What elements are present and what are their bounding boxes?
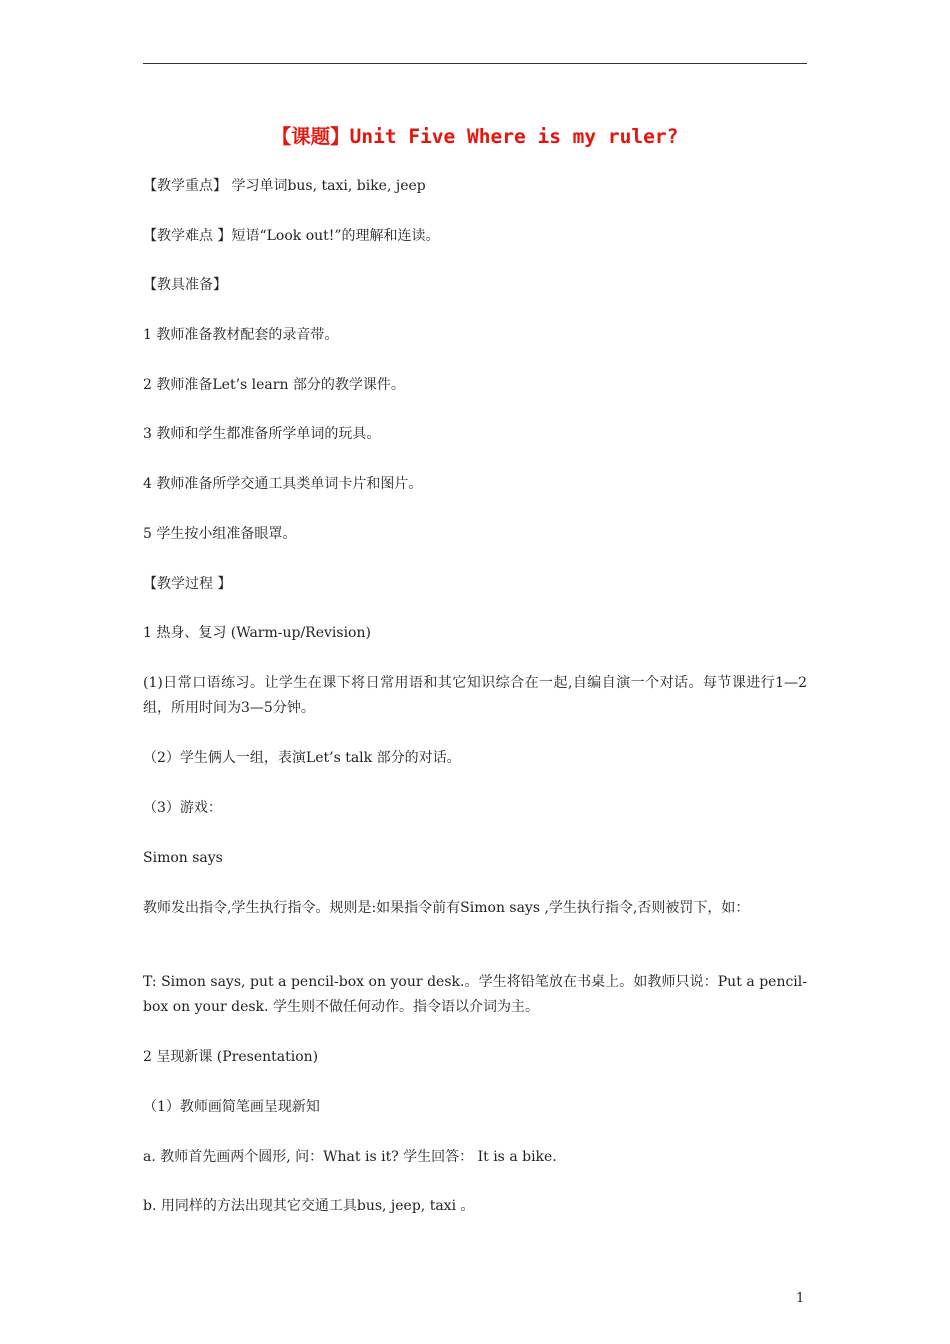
drawing-step-a: a. 教师首先画两个圆形, 问：What is it? 学生回答： It is a bike.: [143, 1149, 557, 1165]
game-rules-paragraph: 教师发出指令,学生执行指令。规则是:如果指令前有Simon says ,学生执行指令,否则被罚下，如：: [143, 900, 750, 916]
presentation-heading: 2 呈现新课 (Presentation): [143, 1049, 319, 1065]
teaching-difficulty: 【教学难点 】短语“Look out!”的理解和连读。: [143, 228, 440, 244]
game-heading: （3）游戏：: [143, 800, 222, 816]
teaching-aids-heading: 【教具准备】: [143, 277, 227, 293]
pair-talk-paragraph: （2）学生俩人一组，表演Let’s talk 部分的对话。: [143, 750, 461, 766]
simon-says-title: Simon says: [143, 850, 223, 866]
teaching-aid-item-3: 3 教师和学生都准备所学单词的玩具。: [143, 426, 381, 442]
teaching-aid-item-2: 2 教师准备Let’s learn 部分的教学课件。: [143, 377, 405, 393]
teaching-focus: 【教学重点】 学习单词bus, taxi, bike, jeep: [143, 178, 426, 194]
teaching-aid-item-4: 4 教师准备所学交通工具类单词卡片和图片。: [143, 476, 423, 492]
page-number: 1: [796, 1291, 805, 1306]
daily-practice-paragraph: (1)日常口语练习。让学生在课下将日常用语和其它知识综合在一起,自编自演一个对话。每节课进行1—2组，所用时间为3—5分钟。: [143, 675, 807, 716]
drawing-step-b: b. 用同样的方法出现其它交通工具bus, jeep, taxi 。: [143, 1198, 475, 1214]
lesson-title: 【课题】Unit Five Where is my ruler?: [271, 125, 679, 148]
teaching-process-heading: 【教学过程 】: [143, 576, 232, 592]
drawing-heading: （1）教师画简笔画呈现新知: [143, 1099, 320, 1115]
teaching-aid-item-5: 5 学生按小组准备眼罩。: [143, 526, 297, 542]
header-rule: [143, 63, 807, 64]
teaching-aid-item-1: 1 教师准备教材配套的录音带。: [143, 327, 339, 343]
game-example-paragraph: T: Simon says, put a pencil-box on your desk.。学生将铅笔放在书桌上。如教师只说：Put a pencil-box on your desk. 学生则不做任何动作。指令语以介词为主。: [143, 974, 807, 1015]
warmup-heading: 1 热身、复习 (Warm-up/Revision): [143, 625, 371, 641]
